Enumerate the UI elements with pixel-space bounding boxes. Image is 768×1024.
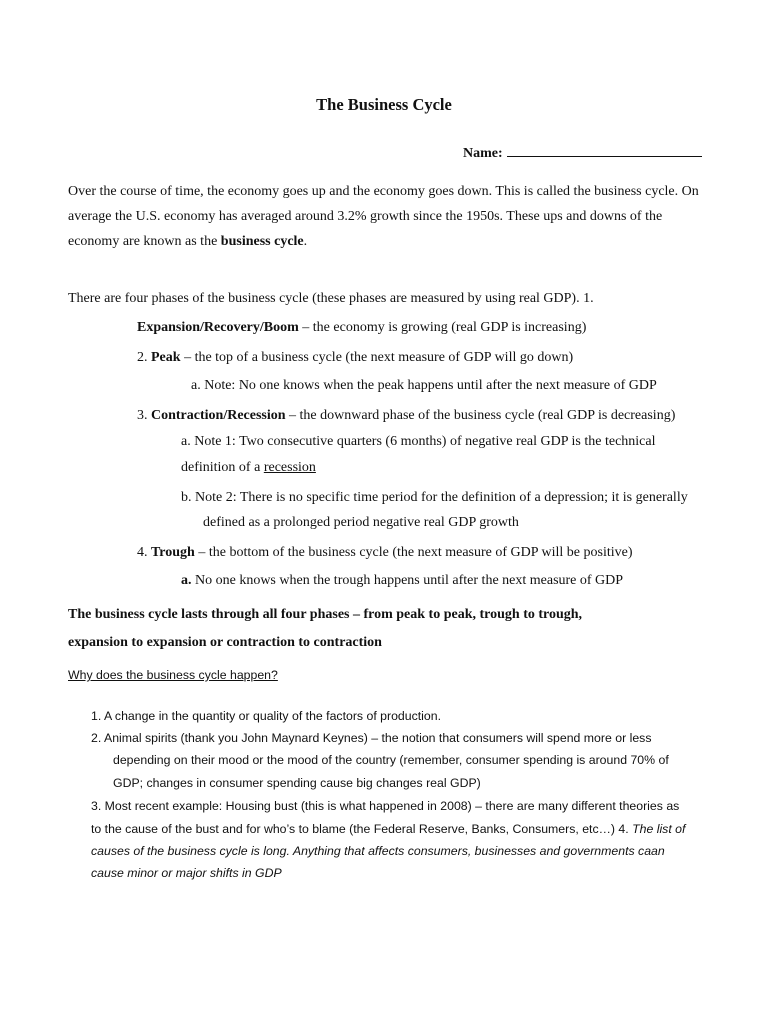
phase-3-desc: – the downward phase of the business cycle (real GDP is decreasing) <box>285 408 676 423</box>
phase-1-desc: – the economy is growing (real GDP is increasing) <box>298 320 587 335</box>
name-field <box>463 143 702 162</box>
phase-2-note: a. Note: No one knows when the peak happens until after the next measure of GDP <box>191 378 657 393</box>
phase-4-desc: – the bottom of the business cycle (the next measure of GDP will be positive) <box>194 545 633 560</box>
page-title: The Business Cycle <box>316 95 452 114</box>
reason-3-line-2 <box>91 822 685 836</box>
phase-3-note-1-line-2 <box>181 460 316 476</box>
note-1-text: definition of a <box>181 460 264 475</box>
phase-4-number: 4. <box>137 545 151 560</box>
phase-3 <box>137 408 675 424</box>
reason-2-line-3: GDP; changes in consumer spending cause big changes real GDP) <box>113 776 481 790</box>
why-heading: Why does the business cycle happen? <box>68 668 278 682</box>
phase-3-note-2-line-1: b. Note 2: There is no specific time period for the definition of a depression; it is generally <box>181 490 688 505</box>
phases-intro: There are four phases of the business cycle (these phases are measured by using real GDP). 1. <box>68 291 594 306</box>
phase-3-term: Contraction/Recession <box>151 408 286 423</box>
phase-3-number: 3. <box>137 408 151 423</box>
phase-2-number: 2. <box>137 350 151 365</box>
phase-4-note <box>181 573 623 589</box>
reason-3-line-1: 3. Most recent example: Housing bust (this is what happened in 2008) – there are many different theories as <box>91 799 680 813</box>
phase-2-desc: – the top of a business cycle (the next measure of GDP will go down) <box>180 350 574 365</box>
reason-1: 1. A change in the quantity or quality of the factors of production. <box>91 709 442 723</box>
reason-2-line-1: 2. Animal spirits (thank you John Maynard Keynes) – the notion that consumers will spend more or less <box>91 731 652 745</box>
recession-term: recession <box>263 460 316 475</box>
phase-4-term: Trough <box>151 545 195 560</box>
reason-3-text: to the cause of the bust and for who’s to blame (the Federal Reserve, Banks, Consumers, etc…) 4. <box>91 822 633 836</box>
reason-4-line-3: cause minor or major shifts in GDP <box>91 866 282 880</box>
phase-4-note-text: No one knows when the trough happens until after the next measure of GDP <box>191 573 624 588</box>
business-cycle-term: business cycle <box>220 234 304 249</box>
intro-line-1: Over the course of time, the economy goes up and the economy goes down. This is called the business cycle. On <box>68 184 699 199</box>
phase-1-term: Expansion/Recovery/Boom <box>137 320 299 335</box>
name-blank-line <box>507 143 702 157</box>
phase-2 <box>137 350 573 366</box>
intro-text: economy are known as the <box>68 234 221 249</box>
summary-line-1: The business cycle lasts through all four phases – from peak to peak, trough to trough, <box>68 607 583 622</box>
intro-period: . <box>303 234 308 249</box>
summary-line-2: expansion to expansion or contraction to contraction <box>68 635 382 650</box>
phase-4-note-label: a. <box>181 573 192 588</box>
phase-4 <box>137 545 633 561</box>
intro-line-2: average the U.S. economy has averaged around 3.2% growth since the 1950s. These ups and downs of the <box>68 209 663 224</box>
name-label: Name: <box>463 146 503 161</box>
phase-2-term: Peak <box>151 350 181 365</box>
phase-1 <box>137 320 586 336</box>
reason-2-line-2: depending on their mood or the mood of the country (remember, consumer spending is around 70% of <box>113 753 669 767</box>
intro-line-3 <box>68 234 307 250</box>
reason-4-line-2: causes of the business cycle is long. Anything that affects consumers, businesses and governments caan <box>91 844 665 858</box>
reason-4-start: The list of <box>632 822 686 836</box>
phase-3-note-1-line-1: a. Note 1: Two consecutive quarters (6 months) of negative real GDP is the technical <box>181 434 656 449</box>
phase-3-note-2-line-2: defined as a prolonged period negative real GDP growth <box>203 515 519 530</box>
